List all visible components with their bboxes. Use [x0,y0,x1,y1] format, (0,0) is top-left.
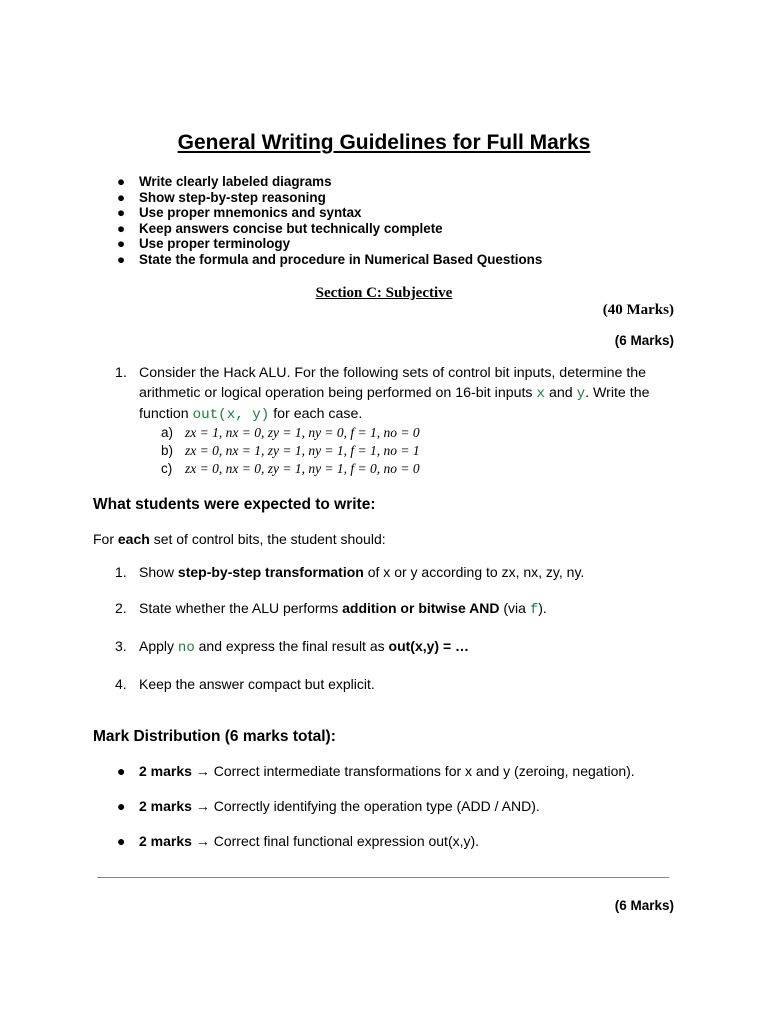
step-2: 2. State whether the ALU performs addition or bitwise AND (via f). [115,600,547,618]
list-item: ● Use proper mnemonics and syntax [117,205,362,220]
option-b: b) zx = 0, nx = 1, zy = 1, ny = 1, f = 1, no = 1 [161,443,420,458]
bullet-icon: ● [117,205,126,220]
step-1: 1. Show step-by-step transformation of x or y according to zx, nx, zy, ny. [115,564,585,580]
page-title: General Writing Guidelines for Full Marks [177,131,591,154]
bullet-icon: ● [117,236,126,251]
list-item: ● Show step-by-step reasoning [117,189,326,205]
option-a: a) zx = 1, nx = 0, zy = 1, ny = 0, f = 1, no = 0 [161,425,420,440]
list-item: ● Keep answers concise but technically complete [117,220,443,236]
section-marks: (40 Marks) [602,302,674,318]
bullet-icon: ● [117,189,126,205]
code-out: out(x, y) [192,407,270,423]
bullet-icon: ● [117,798,126,814]
bullet-icon: ● [117,251,126,267]
list-item: ● Write clearly labeled diagrams [117,174,332,189]
question-number: 1. [115,365,127,381]
step-3: 3. Apply no and express the final result as out(x,y) = … [115,638,470,656]
question-text: Consider the Hack ALU. For the following sets of control bit inputs, determine the arithmetic or logical operation being performed on 16-bit inputs x and y. Write the function out(x, y) for each case. [139,365,650,423]
code-y: y [576,386,586,402]
list-item: ● Use proper terminology [117,236,291,251]
guidelines-list [117,174,542,267]
distribution-heading: Mark Distribution (6 marks total): [93,728,336,745]
divider [97,877,669,878]
option-c: c) zx = 0, nx = 0, zy = 1, ny = 1, f = 0, no = 0 [161,461,420,476]
bullet-icon: ● [117,220,126,236]
section-title: Section C: Subjective [315,285,453,301]
distribution-item: ● 2 marks → Correct intermediate transformations for x and y (zeroing, negation). [117,763,635,779]
step-4: 4. Keep the answer compact but explicit. [115,676,375,692]
footer-marks: (6 Marks) [614,898,674,913]
question-marks: (6 Marks) [614,333,674,348]
bullet-icon: ● [117,174,126,189]
distribution-item: ● 2 marks → Correct final functional expression out(x,y). [117,833,480,849]
question-1 [115,363,675,425]
list-item: ● State the formula and procedure in Numerical Based Questions [117,251,543,267]
code-no: no [177,640,195,656]
code-x: x [536,386,545,402]
bullet-icon: ● [117,833,126,849]
expected-intro: For each set of control bits, the student should: [93,531,386,547]
distribution-item: ● 2 marks → Correctly identifying the operation type (ADD / AND). [117,798,540,814]
expected-heading: What students were expected to write: [93,496,376,513]
code-f: f [529,602,539,618]
bullet-icon: ● [117,763,126,779]
